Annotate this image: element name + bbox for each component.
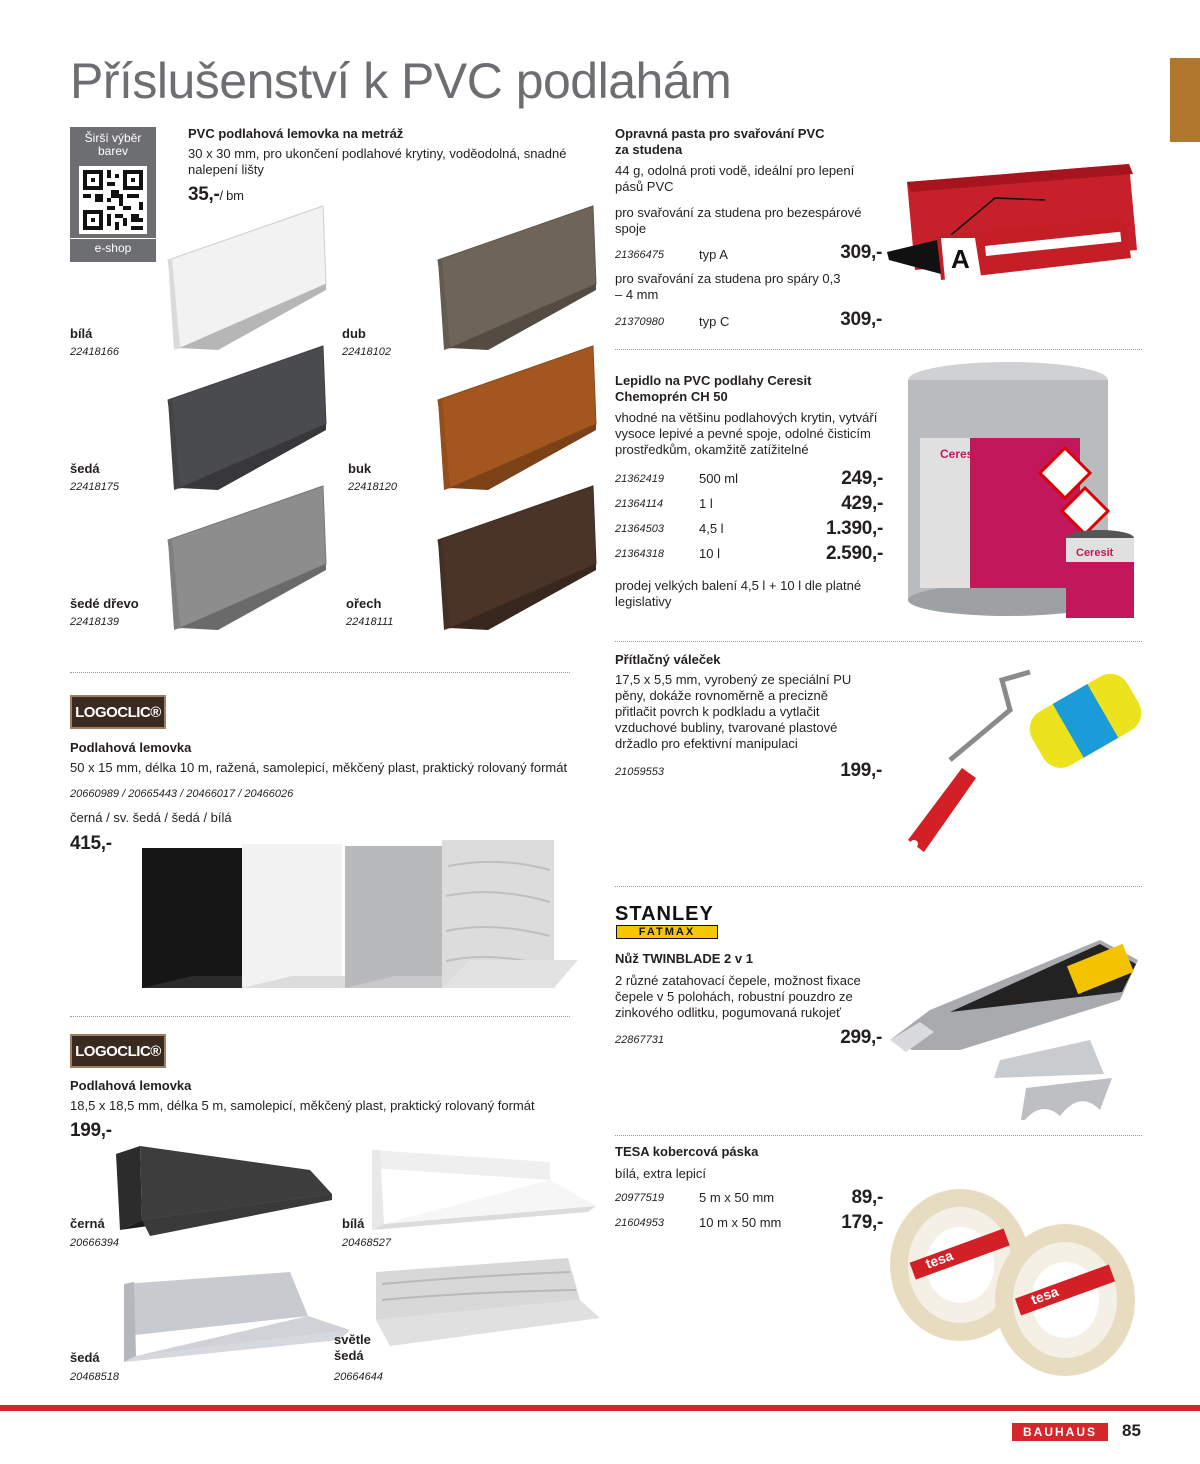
glue-row-code: 21362419 <box>615 472 664 485</box>
tape-row-size: 10 m x 50 mm <box>699 1214 782 1230</box>
glue-image <box>900 358 1150 628</box>
knife-image <box>890 930 1150 1120</box>
pvc-trim-price: 35,-/ bm <box>188 184 244 205</box>
glue-price-table <box>615 466 883 566</box>
glue-row-size: 1 l <box>699 495 713 511</box>
tesa-label-second: tesa <box>1028 1282 1061 1308</box>
glue-row <box>615 491 883 516</box>
variant-code-orech: 22418111 <box>346 616 394 628</box>
paste-a-code: 21366475 <box>615 249 664 261</box>
knife-title: Nůž TWINBLADE 2 v 1 <box>615 951 753 966</box>
tesa-label: tesa <box>923 1247 956 1272</box>
tape-row <box>615 1185 883 1210</box>
variant-name-sede-drevo: šedé dřevo <box>70 596 139 611</box>
glue-row <box>615 541 883 566</box>
logoclic2-title: Podlahová lemovka <box>70 1078 192 1093</box>
logoclic1-image <box>140 836 580 998</box>
trim-profile-3 <box>438 346 596 490</box>
variant-code-seda: 22418175 <box>70 481 119 493</box>
logoclic1-price: 415,- <box>70 833 112 854</box>
roller-price: 199,- <box>840 760 882 781</box>
variant-code-sede-drevo: 22418139 <box>70 616 119 628</box>
logoclic2-code-svetle-seda: 20664644 <box>334 1371 383 1383</box>
trim-profile-4 <box>168 486 326 630</box>
page-title: Příslušenství k PVC podlahám <box>70 53 732 109</box>
trim-profile-5 <box>438 486 596 630</box>
glue-row <box>615 466 883 491</box>
tape-price-table <box>615 1185 883 1235</box>
logoclic2-price: 199,- <box>70 1120 112 1141</box>
tape-title: TESA kobercová páska <box>615 1144 759 1159</box>
glue-note: prodej velkých balení 4,5 l + 10 l dle platné legislativy <box>615 578 862 609</box>
pvc-trim-images <box>158 200 608 660</box>
paste-a-desc: pro svařování za studena pro bezespárové spoje <box>615 205 862 236</box>
pvc-trim-title: PVC podlahová lemovka na metráž <box>188 126 404 141</box>
qr-bottom-label: e-shop <box>70 238 156 255</box>
qr-box[interactable] <box>70 127 156 262</box>
roller-title: Přítlačný váleček <box>615 652 721 667</box>
variant-name-bila: bílá <box>70 326 93 341</box>
roller-image <box>890 650 1150 870</box>
variant-code-buk: 22418120 <box>348 481 397 493</box>
glue-row-size: 500 ml <box>699 470 739 486</box>
tape-desc: bílá, extra lepicí <box>615 1166 707 1181</box>
variant-code-dub: 22418102 <box>342 346 391 358</box>
pvc-trim-desc: 30 x 30 mm, pro ukončení podlahové krytiny, voděodolná, snadné nalepení lišty <box>188 146 567 177</box>
logoclic1-colors: černá / sv. šedá / šedá / bílá <box>70 810 232 825</box>
separator <box>615 349 1142 350</box>
logoclic2-name-seda: šedá <box>70 1350 100 1365</box>
glue-row-code: 21364114 <box>615 497 664 510</box>
paste-c-type: typ C <box>699 314 730 329</box>
tape-row-code: 20977519 <box>615 1191 664 1204</box>
separator <box>615 886 1142 887</box>
logoclic2-code-bila: 20468527 <box>342 1237 391 1249</box>
glue-desc: vhodné na většinu podlahových krytin, vytváří vysoce lepivé a pevné spoje, odolné čisticím prostředkům, okamžitě zatížitelné <box>615 410 878 457</box>
logoclic1-codes: 20660989 / 20665443 / 20466017 / 20466026 <box>70 788 294 800</box>
logoclic2-name-svetle-seda: světle šedá <box>334 1332 371 1363</box>
knife-desc: 2 různé zatahovací čepele, možnost fixace čepele v 5 polohách, robustní pouzdro ze zinkového odlitku, pogumovaná rukojeť <box>615 973 861 1020</box>
trim-profile-2 <box>168 346 326 490</box>
separator <box>70 672 570 673</box>
paste-c-code: 21370980 <box>615 316 664 328</box>
glue-row-price: 249,- <box>841 467 883 489</box>
logoclic1-title: Podlahová lemovka <box>70 740 192 755</box>
page-number: 85 <box>1122 1421 1141 1440</box>
glue-row-code: 21364503 <box>615 522 664 535</box>
variant-name-seda: šedá <box>70 461 100 476</box>
paste-desc: 44 g, odolná proti vodě, ideální pro lepení pásů PVC <box>615 163 855 194</box>
qr-top-label: Širší výběr barev <box>84 131 142 158</box>
paste-a-type: typ A <box>699 247 728 262</box>
roller-desc: 17,5 x 5,5 mm, vyrobený ze speciální PU pěny, dokáže rovnoměrně a precizně přitlačit povrch k podkladu a vytlačit vzduchové bubliny, tvarované plastové držadlo pro efektivní manipulaci <box>615 672 852 751</box>
tape-image <box>890 1185 1150 1385</box>
paste-title: Opravná pasta pro svařování PVC za studena <box>615 126 825 157</box>
paste-c-desc: pro svařování za studena pro spáry 0,3 – 4 mm <box>615 271 841 302</box>
separator <box>615 641 1142 642</box>
trim-profile-0 <box>168 206 326 350</box>
paste-c-price: 309,- <box>840 309 882 330</box>
logoclic-logo: LOGOCLIC® <box>70 695 166 729</box>
bauhaus-logo: BAUHAUS <box>1012 1423 1108 1441</box>
separator <box>70 1016 570 1017</box>
tape-row-size: 5 m x 50 mm <box>699 1189 775 1205</box>
glue-title: Lepidlo na PVC podlahy Ceresit Chemoprén CH 50 <box>615 373 812 404</box>
svg-text:A: A <box>951 244 970 274</box>
tape-row-code: 21604953 <box>615 1216 664 1229</box>
logoclic2-name-cerna: černá <box>70 1216 105 1231</box>
variant-name-dub: dub <box>342 326 366 341</box>
qr-code-icon[interactable] <box>79 166 147 234</box>
stanley-logo: STANLEY <box>615 903 714 925</box>
roller-code: 21059553 <box>615 766 664 778</box>
pvc-trim-unit: / bm <box>219 188 244 203</box>
glue-row-price: 1.390,- <box>825 517 883 539</box>
trim-profile-1 <box>438 206 596 350</box>
logoclic1-desc: 50 x 15 mm, délka 10 m, ražená, samolepicí, měkčený plast, praktický rolovaný formát <box>70 760 568 775</box>
paste-image <box>885 160 1145 310</box>
ceresit-label: Ceresit <box>940 447 981 461</box>
fatmax-logo: FATMAX <box>616 925 718 939</box>
glue-row <box>615 516 883 541</box>
variant-name-orech: ořech <box>346 596 382 611</box>
separator <box>615 1135 1142 1136</box>
logoclic2-desc: 18,5 x 18,5 mm, délka 5 m, samolepicí, měkčený plast, praktický rolovaný formát <box>70 1098 535 1113</box>
variant-code-bila: 22418166 <box>70 346 119 358</box>
logoclic2-name-bila: bílá <box>342 1216 365 1231</box>
glue-row-size: 4,5 l <box>699 520 724 536</box>
tape-row-price: 179,- <box>841 1211 883 1233</box>
variant-name-buk: buk <box>348 461 372 476</box>
knife-price: 299,- <box>840 1027 882 1048</box>
knife-code: 22867731 <box>615 1034 664 1046</box>
ceresit-label-small: Ceresit <box>1076 547 1114 559</box>
tape-row-price: 89,- <box>851 1186 883 1208</box>
tape-row <box>615 1210 883 1235</box>
logoclic-logo: LOGOCLIC® <box>70 1034 166 1068</box>
glue-row-size: 10 l <box>699 545 720 561</box>
logoclic2-code-cerna: 20666394 <box>70 1237 119 1249</box>
glue-row-price: 2.590,- <box>825 542 883 564</box>
footer-line <box>0 1405 1200 1411</box>
logoclic2-code-seda: 20468518 <box>70 1371 119 1383</box>
glue-row-code: 21364318 <box>615 547 664 560</box>
paste-a-price: 309,- <box>840 242 882 263</box>
glue-row-price: 429,- <box>841 492 883 514</box>
section-tab <box>1170 58 1200 142</box>
